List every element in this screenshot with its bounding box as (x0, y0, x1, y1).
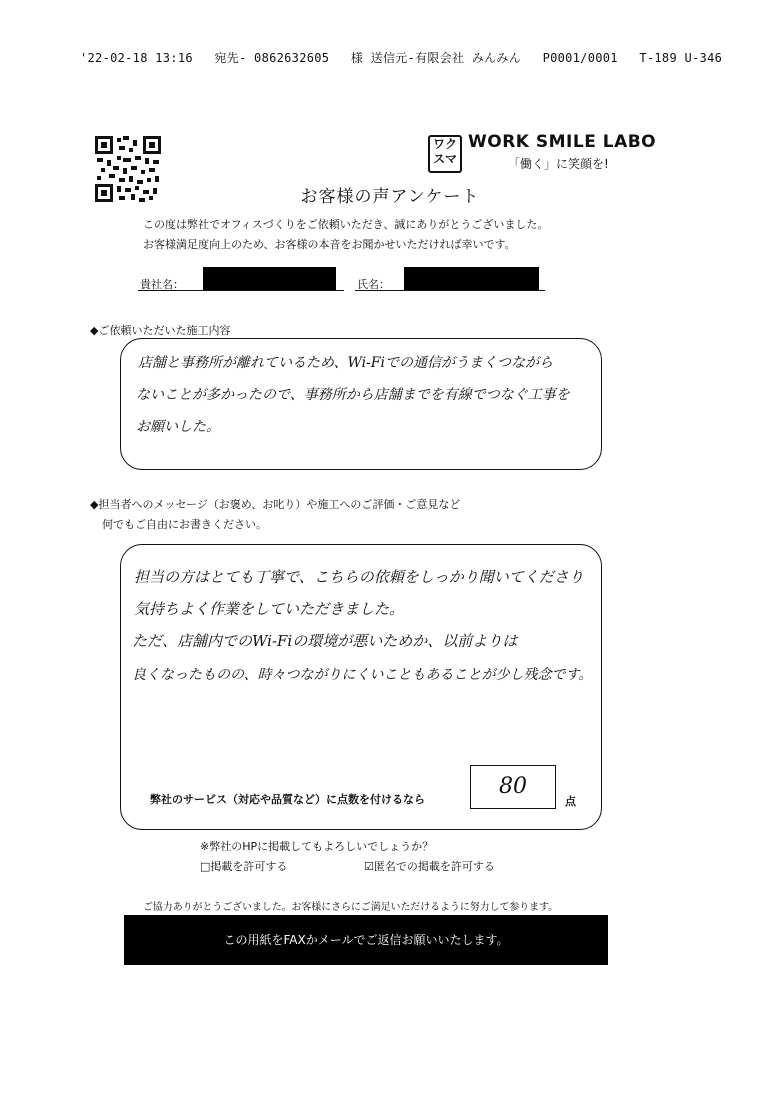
anonymous-checkbox-option: ☑匿名での掲載を許可する (364, 860, 495, 873)
work-answer-line: 店舗と事務所が離れているため、Wi-Fiでの通信がうまくつながら (138, 355, 553, 371)
message-answer-line: 気持ちよく作業をしていただきました。 (134, 600, 405, 618)
work-answer-line: お願いした。 (136, 419, 220, 435)
fax-sender: 様 送信元-有限会社 みんみん (350, 51, 522, 65)
company-label: 貴社名： (140, 278, 184, 291)
permission-question: ※弊社のHPに掲載してもよろしいでしょうか？ (200, 840, 434, 853)
company-redaction (203, 267, 336, 291)
message-answer-line: ただ、店舗内でのWi-Fiの環境が悪いためか、以前よりは (132, 632, 518, 650)
score-label: 弊社のサービス（対応や品質など）に点数を付けるなら (150, 793, 425, 806)
fax-page: P0001/0001 (542, 51, 618, 65)
company-logo (428, 132, 657, 176)
thanks-message: ご協力ありがとうございました。お客様にさらにご満足いただけるように努力して参ります。 (143, 902, 558, 913)
return-banner: この用紙をFAXかメールでご返信お願いいたします。 (124, 915, 608, 965)
company-underline (138, 290, 344, 291)
fax-recipient: 宛先- 0862632605 (214, 51, 330, 65)
logo-mark: ワク スマ (428, 135, 462, 173)
fax-datetime: '22-02-18 13:16 (80, 51, 193, 65)
name-redaction (404, 267, 539, 291)
work-section-label: ◆ご依頼いただいた施工内容 (90, 324, 231, 337)
logo-name: WORK SMILE LABO (468, 132, 657, 152)
message-answer-line: 担当の方はとても丁寧で、こちらの依頼をしっかり聞いてくださり (134, 568, 584, 586)
fax-codes: T-189 U-346 (639, 51, 723, 65)
work-answer-line: ないことが多かったので、事務所から店舗までを有線でつなぐ工事を (136, 387, 570, 403)
intro-line-1: この度は弊社でオフィスづくりをご依頼いただき、誠にありがとうございました。 (143, 218, 549, 231)
logo-tagline: 「働く」に笑顔を! (508, 157, 609, 171)
message-section-label: ◆担当者へのメッセージ（お褒め、お叱り）や施工へのご評価・ご意見など (90, 498, 461, 511)
message-answer-line: 良くなったものの、時々つながりにくいこともあることが少し残念です。 (132, 667, 593, 683)
permit-checkbox-option: □掲載を許可する (200, 860, 288, 873)
fax-header (80, 49, 736, 66)
score-unit: 点 (565, 795, 576, 808)
name-underline (355, 290, 545, 291)
score-box (470, 765, 556, 809)
intro-line-2: お客様満足度向上のため、お客様の本音をお聞かせいただければ幸いです。 (143, 238, 516, 251)
survey-title: お客様の声アンケート (300, 187, 480, 207)
score-value: 80 (499, 774, 527, 799)
message-section-sublabel: 何でもご自由にお書きください。 (102, 518, 267, 531)
name-label: 氏名： (357, 278, 390, 291)
